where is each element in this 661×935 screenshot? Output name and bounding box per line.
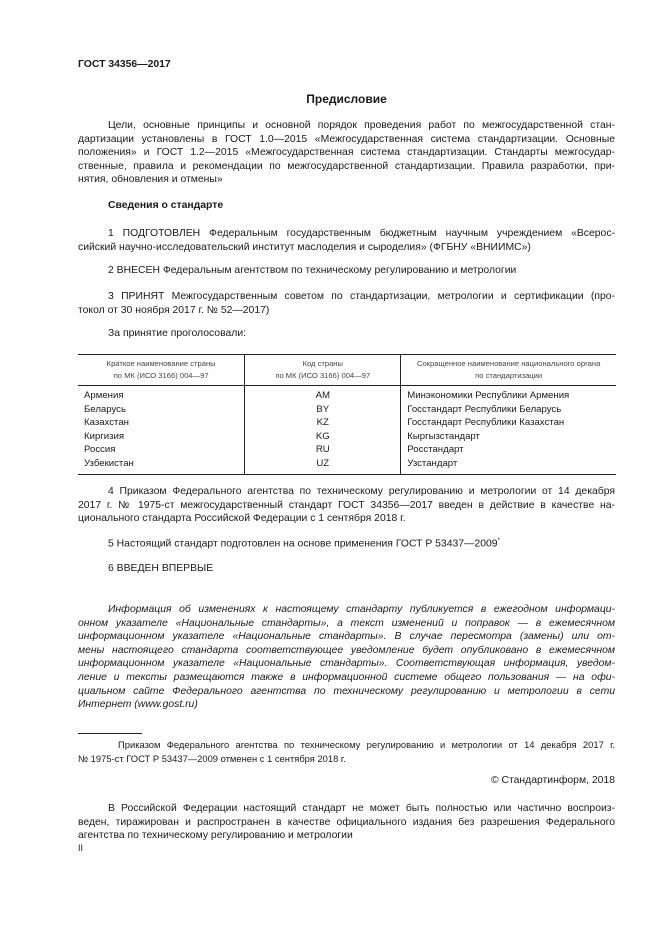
info-paragraph — [78, 603, 615, 712]
text-line: токол от 30 ноября 2017 г. № 52—2017) — [78, 304, 270, 316]
table-row — [78, 416, 616, 430]
item-6: 6 ВВЕДЕН ВПЕРВЫЕ — [108, 563, 214, 574]
text-line: ственные, правила и рекомендации по межгосударственной стандартизации. Правила разработки, при- — [78, 160, 615, 172]
document-header: ГОСТ 34356—2017 — [78, 59, 171, 70]
text-line: информационном указателе «Национальные стандарты». В случае пересмотра (замены) или от- — [78, 631, 615, 643]
cell-country: Киргизия — [84, 430, 125, 442]
page-title: Предисловие — [306, 92, 387, 106]
page-number: II — [78, 843, 84, 853]
item-1 — [78, 227, 615, 254]
col-header-agency — [401, 355, 616, 386]
text-line: 3 ПРИНЯТ Межгосударственным советом по стандартизации, метрологии и сертификации (про- — [108, 291, 615, 302]
text-line: положения» и ГОСТ 1.2—2015 «Межгосударственная система стандартизации. Стандарты межгосудар- — [78, 147, 615, 159]
cell-country: Казахстан — [84, 417, 129, 429]
text-line: В Российской Федерации настоящий стандарт не может быть полностью или частично воспроиз- — [108, 803, 615, 814]
cell-agency: Госстандарт Республики Беларусь — [401, 403, 616, 417]
text-line: Приказом Федерального агентства по техническому регулированию и метрологии от 14 декабря 2017 г. — [118, 739, 615, 750]
cell-code: UZ — [245, 457, 401, 474]
table-row — [78, 457, 616, 474]
section-title: Сведения о стандарте — [108, 200, 224, 211]
text-line: Интернет (www.gost.ru) — [78, 699, 198, 711]
footnote — [78, 738, 615, 765]
text-line: информационном указателе «Национальные стандарты». Соответствующая информация, уведом- — [78, 658, 615, 670]
header-line: по МК (ИСО 3166) 004—97 — [275, 371, 371, 380]
cell-country: Россия — [84, 444, 116, 456]
item-3 — [78, 290, 615, 317]
table-row — [78, 403, 616, 417]
header-line: по стандартизации — [475, 371, 543, 380]
text-line: № 1975-ст ГОСТ Р 53437—2009 отменен с 1 сентября 2018 г. — [78, 752, 346, 764]
cell-code: BY — [245, 403, 401, 417]
cell-code: KG — [245, 430, 401, 444]
text-line: 4 Приказом Федерального агентства по техническому регулированию и метрологии от 14 декабря — [108, 486, 615, 497]
cell-country: Армения — [84, 390, 124, 401]
cell-country: Беларусь — [84, 403, 126, 415]
footnote-divider — [78, 733, 142, 734]
text-line: веден, тиражирован и распространен в качестве официального издания без разрешения Федерального — [78, 816, 615, 828]
text-line: Информация об изменениях к настоящему стандарту публикуется в ежегодном информаци- — [108, 604, 615, 615]
text-line: 2017 г. № 1975-ст межгосударственный стандарт ГОСТ 34356—2017 введен в действие в качестве на- — [78, 499, 615, 511]
text-line: нятия, обновления и отмены» — [78, 174, 223, 186]
table-row — [78, 430, 616, 444]
table-row — [78, 386, 616, 403]
text-line: дартизации установлены в ГОСТ 1.0—2015 «Межгосударственная система стандартизации. Основные — [78, 133, 615, 145]
header-line: по МК (ИСО 3166) 004—97 — [113, 371, 209, 380]
table-header-row — [78, 355, 616, 386]
intro-paragraph — [78, 119, 615, 187]
cell-code: AM — [245, 386, 401, 403]
cell-agency: Госстандарт Республики Казахстан — [401, 416, 616, 430]
text-line: Цели, основные принципы и основной порядок проведения работ по межгосударственной стан- — [108, 120, 615, 131]
item-4 — [78, 485, 615, 526]
text-line: циальном сайте Федерального агентства по техническому регулированию и метрологии в сети — [78, 685, 615, 697]
table-row — [78, 443, 616, 457]
col-header-country — [78, 355, 245, 386]
rights-paragraph — [78, 802, 615, 843]
col-header-code — [245, 355, 401, 386]
cell-country: Узбекистан — [78, 457, 245, 474]
text-line: ционального стандарта Российской Федерации с 1 сентября 2018 г. — [78, 513, 406, 525]
item-5 — [78, 538, 645, 549]
cell-code: RU — [245, 443, 401, 457]
text-line: ление и тексты размещаются также в информационной системе общего пользования — на офи- — [78, 671, 615, 683]
voted-label: За принятие проголосовали: — [108, 328, 247, 339]
cell-code: KZ — [245, 416, 401, 430]
cell-agency: Минэкономики Республики Армения — [401, 386, 616, 403]
countries-table — [78, 354, 616, 475]
text-line: 1 ПОДГОТОВЛЕН Федеральным государственным бюджетным научным учреждением «Всерос- — [108, 228, 615, 239]
text-line: сийский научно-исследовательский институт маслоделия и сыроделия» (ФГБНУ «ВНИИМС») — [78, 241, 531, 253]
text-line: мены настоящего стандарта соответствующее уведомление будет опубликовано в ежемесячном — [78, 644, 615, 656]
header-line: Краткое наименование страны — [106, 359, 216, 368]
cell-agency: Росстандарт — [401, 443, 616, 457]
footnote-mark: * — [497, 538, 500, 544]
copyright: © Стандартинформ, 2018 — [490, 775, 615, 786]
item-2: 2 ВНЕСЕН Федеральным агентством по техническому регулированию и метрологии — [108, 265, 517, 276]
item-5-text: 5 Настоящий стандарт подготовлен на основе применения ГОСТ Р 53437—2009 — [108, 538, 498, 550]
header-line: Код страны — [302, 359, 343, 368]
text-line: онном указателе «Национальные стандарты», а текст изменений и поправок — в ежемесячном — [78, 617, 615, 629]
text-line: агентства по техническому регулированию и метрологии — [78, 830, 353, 842]
header-line: Сокращенное наименование национального органа — [416, 359, 601, 368]
cell-agency: Узстандарт — [401, 457, 616, 474]
cell-agency: Кыргызстандарт — [401, 430, 616, 444]
